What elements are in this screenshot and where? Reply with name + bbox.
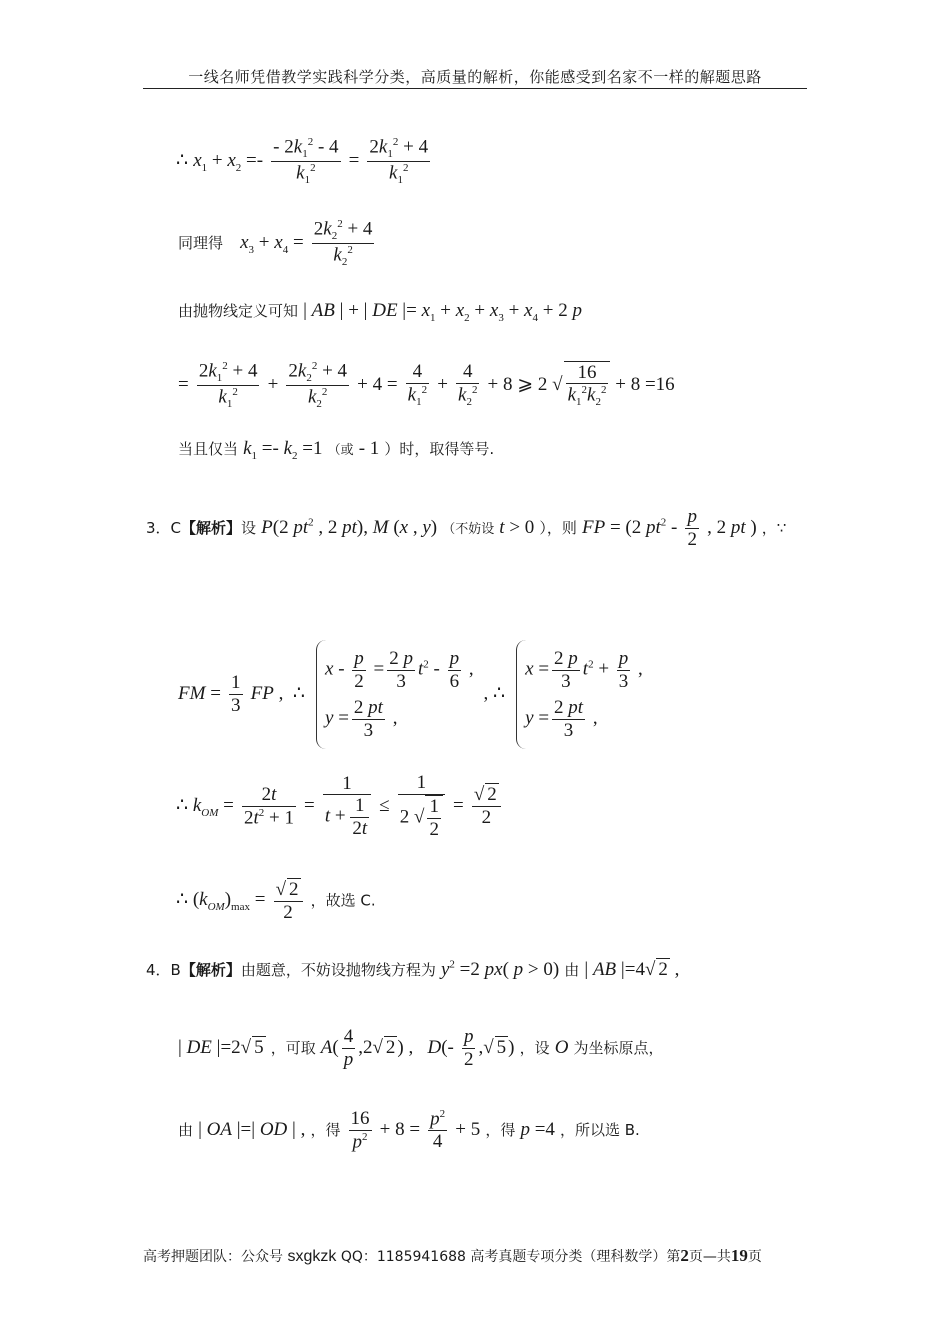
system-1: x - $\frac{p}{2}$ = $\frac{2 p}{3}$ $t^2$ - $\frac{p}{6}$ , y = $\frac{2 pt}{3}$ , xyxy=(316,640,474,749)
eq-sum-x1-x2: ∴ $x_1 + x_2$ =- $\frac{- 2k_1^2 - 4}{k_1^2}$ = $\frac{2k_1^2 + 4}{k_1^2}$ xyxy=(176,136,429,186)
eq-inequality: = $\frac{2k_1^2 + 4}{k_1^2}$ + $\frac{2k_2^2 + 4}{k_2^2}$ + 4 = $\frac{4}{k_1^2}$ + $\frac{4}{k_2^2}$ + 8 ⩾ 2 √ $\frac{16}{k_1^2k_2^2}$ + 8 =16 xyxy=(178,360,675,410)
footer-code: sxgkzk xyxy=(287,1248,337,1265)
equality-when-text: 当且仅当 xyxy=(178,440,239,458)
equality-condition: 当且仅当 $k_1 =- k_2 =1$ （或 - 1 ）时，取得等号. xyxy=(178,438,495,462)
eq-k-om: ∴ $k_{OM}$ = $\frac{2t}{2t^2 + 1}$ = 1 t + $\frac{1}{2t}$ ≤ 1 2 √ $\frac{1}{2}$ = $\frac{√ 2}{2}$ xyxy=(176,772,504,841)
footer-qq: QQ：1185941688 xyxy=(340,1249,466,1265)
q3-wlog-text: （不妨设 xyxy=(442,521,495,537)
set-o-text: ，设 xyxy=(519,1038,550,1057)
page-footer xyxy=(143,1246,807,1266)
page-header: 一线名师凭借教学实践科学分类，高质量的解析，你能感受到名家不一样的解题思路 xyxy=(188,68,762,86)
therefore-symbol: ∴ xyxy=(176,149,189,171)
from-text-2: 由 xyxy=(178,1121,194,1140)
choose-c-text: ，故选 C. xyxy=(310,891,376,910)
q3-because-text: ，∵ xyxy=(761,518,787,537)
can-take-text: ，可取 xyxy=(270,1038,316,1057)
choose-b-text: ，所以选 B. xyxy=(560,1121,640,1140)
q3-then-text: ），则 xyxy=(539,518,577,537)
get-text-2: ，得 xyxy=(485,1121,516,1140)
footer-total: 19 xyxy=(730,1246,748,1265)
q4-solve: 由 | OA |=| OD | , ，得 $\frac{16}{p^2}$ + 8 = $\frac{p^2}{4}$ + 5 ，得 p =4 ，所以选 B. xyxy=(178,1108,640,1153)
footer-series: 高考真题专项分类（理科数学）第 xyxy=(470,1249,681,1265)
q4-line: 4．B【解析】由题意，不妨设抛物线方程为 $y^2 =2$ px( p > 0) 由 | AB |=4√ 2 , xyxy=(146,958,680,980)
footer-page-mid: 页—共 xyxy=(688,1249,731,1265)
header-rule xyxy=(143,88,807,89)
q4-intro-text: 由题意，不妨设抛物线方程为 xyxy=(240,961,436,979)
eq-k-om-max: ∴ $(k_{OM})_{max}$ = $\frac{√ 2}{2}$ ，故选 C. xyxy=(176,879,376,923)
q3-line: 3．C【解析】设 P(2 $pt^2$ , 2 pt), M (x , y) （不妨设 t > 0 ），则 FP = (2 $pt^2$ - $\frac{p}{2}$ , 2 pt ) ，∵ xyxy=(146,506,787,550)
equality-sign-text: ）时，取得等号. xyxy=(384,440,495,458)
q3-analysis-label: 【解析】 xyxy=(181,518,242,537)
q4-number: 4．B xyxy=(146,961,181,979)
q4-points: | DE |=2√ 5 ，可取 A( $\frac{4}{p}$ ,2√ 2 ) , D(- $\frac{p}{2}$ ,√ 5 ) ，设 O 为坐标原点， xyxy=(178,1026,664,1070)
o-origin-text: 为坐标原点， xyxy=(573,1038,664,1057)
get-text: ，得 xyxy=(310,1121,341,1140)
q4-analysis-label: 【解析】 xyxy=(180,961,241,979)
eq-fm-system: FM = $\frac{1}{3}$ FP , ∴ x - $\frac{p}{2}$ = $\frac{2 p}{3}$ $t^2$ - $\frac{p}{6}$ , y = $\frac{2 pt}{3}$ , , ∴ x = $\frac{2 p}{3}$ $t^2$ + $\frac{p}{3}$ , y = $\frac{2 pt}{3}$ , xyxy=(178,640,643,749)
definition-text: 由抛物线定义可知 xyxy=(178,302,299,320)
or-text: （或 xyxy=(327,443,354,458)
eq-sum-x3-x4: 同理得 $x_3 + x_4$ = $\frac{2k_2^2 + 4}{k_2^2}$ xyxy=(178,218,373,268)
footer-team: 高考押题团队：公众号 xyxy=(143,1249,283,1265)
footer-page: 2 xyxy=(680,1246,689,1265)
footer-page-end: 页 xyxy=(747,1249,762,1265)
system-2: x = $\frac{2 p}{3}$ $t^2$ + $\frac{p}{3}$ , y = $\frac{2 pt}{3}$ , xyxy=(516,640,643,749)
q3-number: 3．C xyxy=(146,518,182,537)
eq-definition: 由抛物线定义可知 | AB | + | DE |= $x_1 + x_2 + x_3 + x_4 + 2$ p xyxy=(178,300,582,324)
same-reason-text: 同理得 xyxy=(178,233,224,252)
q4-from-text: 由 xyxy=(564,961,580,979)
q3-set-text: 设 xyxy=(241,518,257,537)
